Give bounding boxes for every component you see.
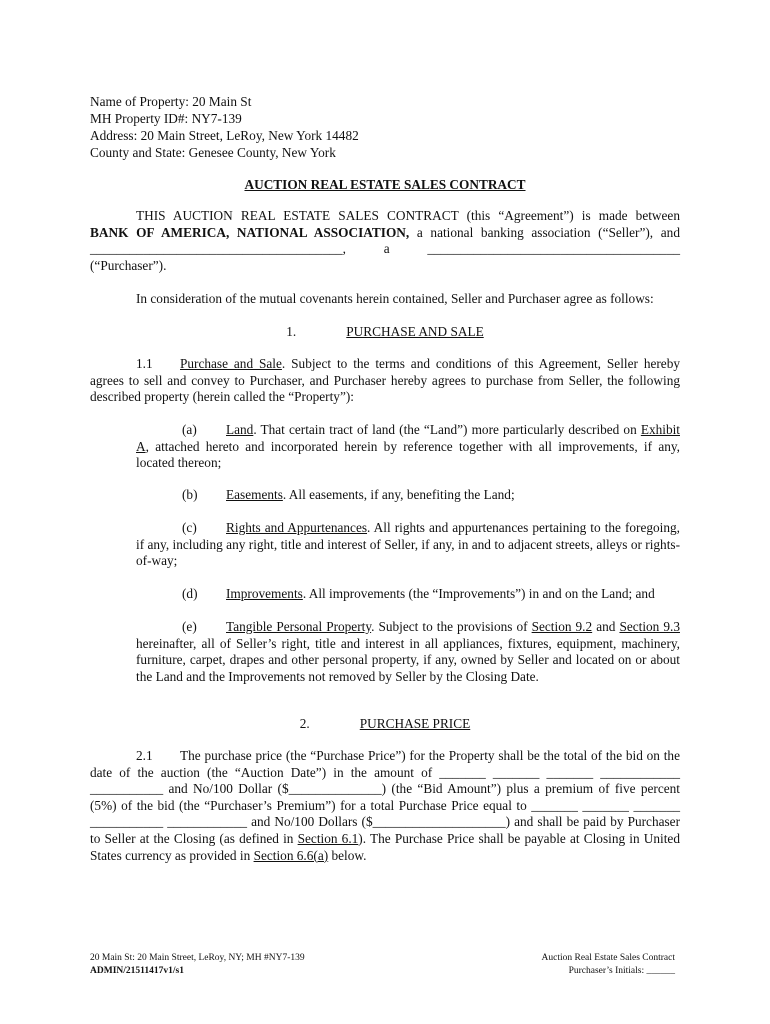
footer-left <box>90 952 305 978</box>
section-1-1-paragraph <box>90 356 680 406</box>
item-e-heading: Tangible Personal Property <box>226 619 372 634</box>
property-address: Address: 20 Main Street, LeRoy, New York 14482 <box>90 128 359 143</box>
item-e-text-2: and <box>592 619 620 634</box>
item-d-paragraph <box>136 586 680 603</box>
consideration-paragraph: In consideration of the mutual covenants herein contained, Seller and Purchaser agree as follows: <box>136 291 654 306</box>
section-2-number: 2. <box>299 716 310 731</box>
item-a-paragraph <box>136 422 680 472</box>
section-6-1-reference: Section 6.1 <box>297 830 359 846</box>
item-a-label: (a) <box>182 422 197 437</box>
section-2-1-number: 2.1 <box>136 748 153 763</box>
section-1-number: 1. <box>286 324 297 339</box>
purchaser-label: (“Purchaser”). <box>90 257 167 273</box>
footer-document-id: ADMIN/21511417v1/s1 <box>90 966 184 976</box>
intro-paragraph <box>90 208 680 274</box>
item-b-text: . All easements, if any, benefiting the Land; <box>282 487 515 502</box>
section-1-heading <box>0 323 770 340</box>
property-county-state: County and State: Genesee County, New York <box>90 145 336 160</box>
document-title: AUCTION REAL ESTATE SALES CONTRACT <box>244 177 526 192</box>
purchaser-blank-line: ______________________________________, a ______________________________________ <box>90 241 680 257</box>
section-1-title: PURCHASE AND SALE <box>346 324 484 339</box>
footer-property-line: 20 Main St: 20 Main Street, LeRoy, NY; MH #NY7-139 <box>90 953 305 963</box>
section-2-1-text-3: below. <box>328 847 367 863</box>
section-2-heading <box>0 715 770 732</box>
item-b-paragraph <box>136 487 680 504</box>
property-name: Name of Property: 20 Main St <box>90 94 252 109</box>
item-c-heading: Rights and Appurtenances <box>226 520 368 535</box>
property-header <box>90 93 359 161</box>
item-e-text-1: . Subject to the provisions of <box>371 619 532 634</box>
section-9-3-reference: Section 9.3 <box>619 619 680 634</box>
section-1-1-number: 1.1 <box>136 356 153 371</box>
item-d-text: . All improvements (the “Improvements”) in and on the Land; and <box>302 586 655 601</box>
item-c-paragraph <box>136 520 680 570</box>
item-e-paragraph <box>136 619 680 685</box>
item-e-label: (e) <box>182 619 197 634</box>
item-c-label: (c) <box>182 520 197 535</box>
seller-description: a national banking association (“Seller”), and <box>409 224 680 240</box>
section-1-1-text: . Subject to the terms and conditions of this Agreement, Seller hereby agrees to sell and convey to Purchaser, and Purchaser hereby agrees to purchase from Seller, the following described property (herein called the “Property”): <box>90 356 680 405</box>
section-2-title: PURCHASE PRICE <box>359 716 471 731</box>
seller-name: BANK OF AMERICA, NATIONAL ASSOCIATION, <box>90 224 410 240</box>
section-2-1-paragraph <box>90 748 680 864</box>
footer-initials-line: Purchaser’s Initials: ______ <box>568 966 675 976</box>
item-d-heading: Improvements <box>226 586 303 601</box>
item-b-label: (b) <box>182 487 198 502</box>
item-a-text-2: , attached hereto and incorporated herein by reference together with all improvements, if any, located thereon; <box>136 438 680 471</box>
intro-seller-line <box>90 225 680 242</box>
section-2-1-text-2: ). The Purchase Price shall be payable at Closing in United States currency as provided in <box>90 830 680 863</box>
item-d-label: (d) <box>182 586 198 601</box>
section-2-1-text-1: The purchase price (the “Purchase Price”) for the Property shall be the total of the bid on the date of the auction (the “Auction Date”) in the amount of _______ _______ _______ ____________ ___________ and No/100 Dollar ($______________) (the “Bid Amount”) plus a premium of five percent (5%) of the bid (the “Purchaser’s Premium”) for a total Purchase Price equal to _______ _______ _______ ___________ ____________ and No/100 Dollars ($____________________) and shall be paid by Purchaser to Seller at the Closing (as defined in <box>90 748 680 846</box>
property-id: MH Property ID#: NY7-139 <box>90 111 242 126</box>
section-9-2-reference: Section 9.2 <box>531 619 593 634</box>
item-c-text: . All rights and appurtenances pertaining to the foregoing, if any, including any right, title and interest of Seller, if any, in and to adjacent streets, alleys or rights-of-way; <box>136 520 680 569</box>
section-1-1-heading: Purchase and Sale <box>180 356 282 371</box>
footer-contract-name: Auction Real Estate Sales Contract <box>541 953 675 963</box>
item-a-heading: Land <box>226 422 254 437</box>
footer-right <box>520 952 675 978</box>
section-6-6a-reference: Section 6.6(a) <box>253 847 329 863</box>
intro-lead: THIS AUCTION REAL ESTATE SALES CONTRACT (this “Agreement”) is made between <box>136 208 680 223</box>
item-e-text-3: hereinafter, all of Seller’s right, title and interest in all appliances, fixtures, equipment, machinery, furniture, carpet, drapes and other personal property, if any, owned by Seller and located on or about the Land and the Improvements not removed by Seller by the Closing Date. <box>136 635 680 684</box>
item-a-text-1: . That certain tract of land (the “Land”) more particularly described on <box>253 422 641 437</box>
exhibit-a-reference: Exhibit A <box>136 422 680 454</box>
item-b-heading: Easements <box>226 487 283 502</box>
